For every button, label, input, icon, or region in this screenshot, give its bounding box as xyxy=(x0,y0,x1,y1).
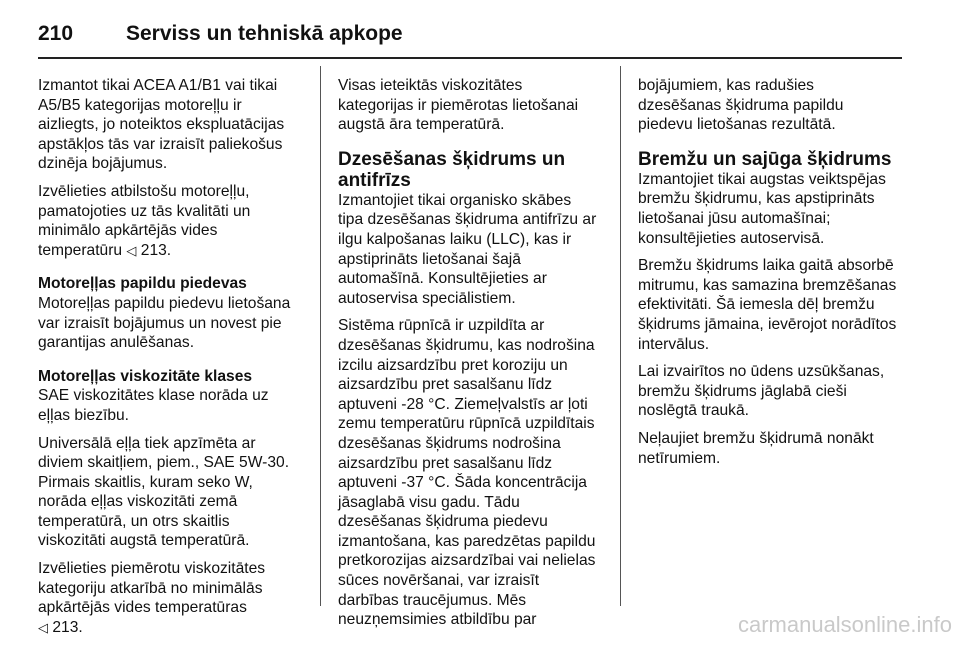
paragraph: bojājumiem, kas radušies dzesēšanas šķidruma papildu piedevu lietošanas rezultātā. xyxy=(638,77,844,134)
paragraph: SAE viskozitātes klase norāda uz eļļas biezību. xyxy=(38,387,269,424)
paragraph: Bremžu šķidrums laika gaitā absorbē mitrumu, kas samazina bremzēšanas efektivitāti. Šā iemesla dēļ bremžu šķidrums jāmaina, ievērojot norādītos intervālus. xyxy=(638,257,897,353)
header-rule xyxy=(38,57,902,59)
column-2 xyxy=(338,76,600,638)
page-number: 210 xyxy=(38,22,74,45)
paragraph: Neļaujiet bremžu šķidrumā nonākt netīrumiem. xyxy=(638,429,874,467)
paragraph: Visas ieteiktās viskozitātes kategorijas ir piemērotas lietošanai augstā āra temperatūrā. xyxy=(338,77,579,134)
column-3 xyxy=(638,76,900,476)
paragraph xyxy=(38,182,300,260)
section-heading: Bremžu un sajūga šķidrums xyxy=(638,148,892,170)
page-header xyxy=(38,22,403,46)
paragraph: Izmantojiet tikai augstas veiktspējas bremžu šķidrumu, kas apstiprināts lietošanai jūsu automašīnai; konsultējieties autoservisā. xyxy=(638,170,886,247)
paragraph: Izmantot tikai ACEA A1/B1 vai tikai A5/B5 kategorijas motoreļļu ir aizliegts, jo noteiktos ekspluatācijas apstākļos tās var izraisīt paliekošus dzinēja bojājumus. xyxy=(38,77,285,173)
subheading: Motoreļļas papildu piedevas xyxy=(38,275,247,293)
paragraph: Izmantojiet tikai organisko skābes tipa dzesēšanas šķidruma antifrīzu ar ilgu kalpošanas laiku (LLC), kas ir apstiprināts lietošanai šajā automašīnā. Konsultējieties ar autoservisa speciālistiem. xyxy=(338,191,597,307)
paragraph: Universālā eļļa tiek apzīmēta ar diviem skaitļiem, piem., SAE 5W-30. Pirmais skaitlis, kuram seko W, norāda eļļas viskozitāti zemā temperatūrā, un otrs skaitlis viskozitāti augstā temperatūrā. xyxy=(38,434,290,550)
column-divider xyxy=(320,66,321,606)
reference-arrow-icon: ◁ xyxy=(126,242,137,258)
paragraph: Lai izvairītos no ūdens uzsūkšanas, bremžu šķidrums jāglabā cieši noslēgtā traukā. xyxy=(638,363,885,420)
paragraph xyxy=(38,559,300,637)
paragraph-text: Izvēlieties piemērotu viskozitātes kategoriju atkarībā no minimālās apkārtējās vides temperatūras xyxy=(38,560,266,617)
watermark: carmanualsonline.info xyxy=(737,612,952,637)
paragraph-text: Izvēlieties atbilstošu motoreļļu, pamatojoties uz tās kvalitāti un minimālo apkārtējās vides temperatūru xyxy=(38,182,251,259)
reference-arrow-icon: ◁ xyxy=(38,619,48,635)
paragraph: Motoreļļas papildu piedevu lietošana var izraisīt bojājumus un novest pie garantijas anulēšanas. xyxy=(38,294,291,352)
column-1 xyxy=(38,76,300,645)
subheading: Motoreļļas viskozitāte klases xyxy=(38,367,253,385)
page-title: Serviss un tehniskā apkope xyxy=(126,22,403,45)
column-divider xyxy=(620,66,621,606)
paragraph: Sistēma rūpnīcā ir uzpildīta ar dzesēšanas šķidrumu, kas nodrošina izcilu aizsardzību pret koroziju un aizsardzību pret sasalšanu līdz aptuveni -28 °C. Ziemeļvalstīs ar ļoti zemu temperatūru rūpnīcā uzpildītais dzesēšanas šķidrums nodrošina aizsardzību pret sasalšanu līdz aptuveni -37 °C. Šāda koncentrācija jāsaglabā visu gadu. Tādu dzesēšanas šķidruma piedevu izmantošana, kas paredzētas papildu pretkorozijas aizsardzībai vai nelielas sūces novēršanai, var izraisīt darbības traucējumus. Mēs neuzņemsimies atbildību par xyxy=(338,317,596,629)
page-reference-link[interactable]: 213. xyxy=(140,241,172,259)
page-reference-link[interactable]: 213. xyxy=(52,618,83,636)
section-heading: Dzesēšanas šķidrums un antifrīzs xyxy=(338,148,566,191)
